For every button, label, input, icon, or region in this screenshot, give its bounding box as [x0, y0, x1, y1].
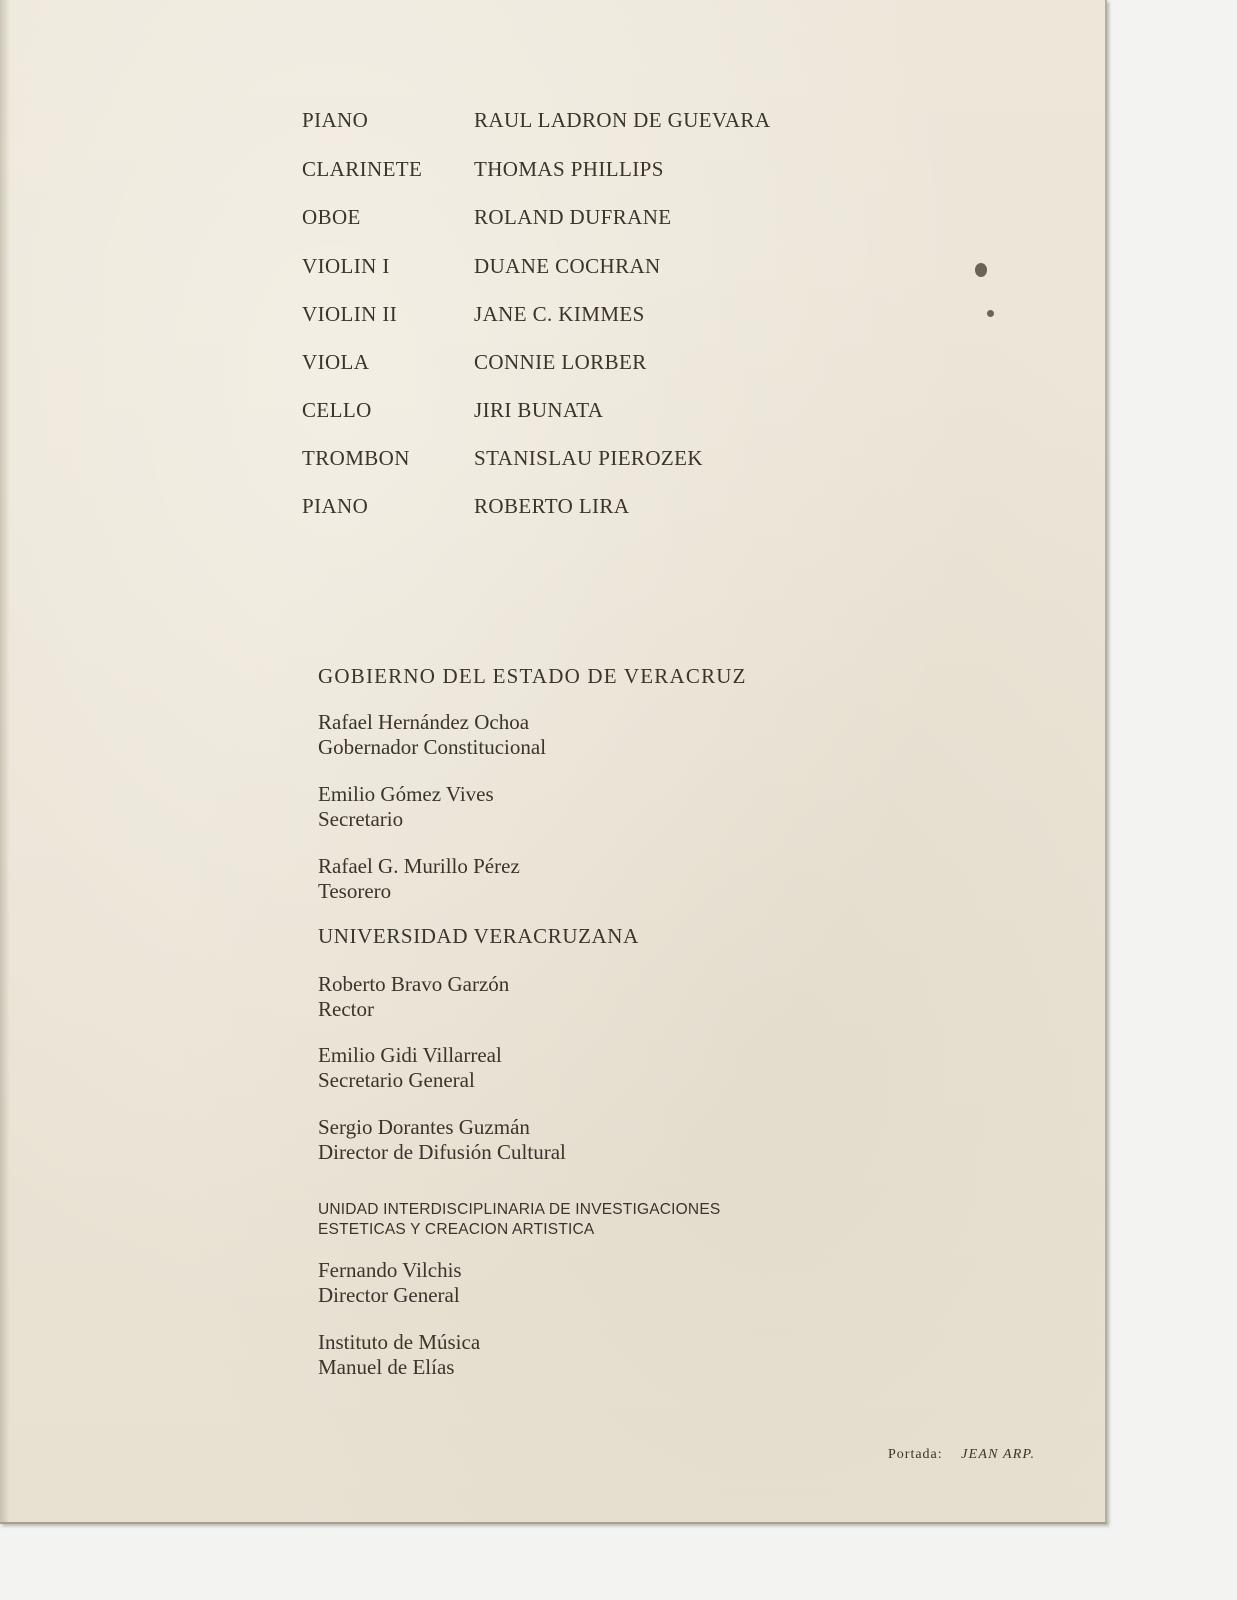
unidad-heading-line: ESTETICAS Y CREACION ARTISTICA — [318, 1221, 595, 1238]
instituto-director: Manuel de Elías — [318, 1355, 455, 1379]
gobierno-heading: GOBIERNO DEL ESTADO DE VERACRUZ — [318, 664, 747, 688]
instrument-label: PIANO — [302, 494, 369, 518]
person-name: Rafael G. Murillo Pérez — [318, 854, 520, 878]
performer-name: RAUL LADRON DE GUEVARA — [474, 108, 771, 132]
cover-credit — [888, 1447, 1035, 1463]
instrument-label: VIOLIN I — [302, 254, 390, 278]
performer-name: ROLAND DUFRANE — [474, 205, 672, 229]
instrument-label: OBOE — [302, 205, 361, 229]
credit-person — [318, 1258, 462, 1308]
credit-person — [318, 782, 494, 832]
person-name: Rafael Hernández Ochoa — [318, 710, 530, 734]
paper-stain — [987, 310, 994, 317]
instituto-block — [318, 1330, 480, 1380]
instrument-label: TROMBON — [302, 446, 410, 470]
performer-name: THOMAS PHILLIPS — [474, 157, 664, 181]
person-title: Tesorero — [318, 879, 392, 903]
credit-person — [318, 710, 546, 760]
credit-person — [318, 1043, 502, 1093]
unidad-heading-line: UNIDAD INTERDISCIPLINARIA DE INVESTIGACIONES — [318, 1201, 721, 1218]
instrument-label: CELLO — [302, 398, 372, 422]
person-title: Director de Difusión Cultural — [318, 1140, 566, 1164]
person-title: Rector — [318, 997, 374, 1021]
credit-person — [318, 1115, 566, 1165]
instrument-label: VIOLA — [302, 350, 370, 374]
performer-name: ROBERTO LIRA — [474, 494, 630, 518]
cover-credit-label: Portada: — [888, 1447, 943, 1462]
person-name: Fernando Vilchis — [318, 1258, 462, 1282]
person-title: Gobernador Constitucional — [318, 735, 547, 759]
person-title: Secretario — [318, 807, 404, 831]
person-title: Secretario General — [318, 1068, 475, 1092]
performer-name: JANE C. KIMMES — [474, 302, 645, 326]
performer-name: JIRI BUNATA — [474, 398, 604, 422]
person-name: Emilio Gidi Villarreal — [318, 1043, 502, 1067]
performer-name: STANISLAU PIEROZEK — [474, 446, 703, 470]
cover-artist: JEAN ARP. — [961, 1447, 1036, 1462]
instrument-label: CLARINETE — [302, 157, 423, 181]
instrument-label: VIOLIN II — [302, 302, 398, 326]
credit-person — [318, 972, 509, 1022]
paper-edge-shadow — [0, 0, 10, 1522]
person-name: Sergio Dorantes Guzmán — [318, 1115, 530, 1139]
universidad-heading: UNIVERSIDAD VERACRUZANA — [318, 924, 639, 948]
person-title: Director General — [318, 1283, 460, 1307]
person-name: Roberto Bravo Garzón — [318, 972, 510, 996]
instrument-label: PIANO — [302, 108, 369, 132]
instituto-name: Instituto de Música — [318, 1330, 481, 1354]
performer-name: DUANE COCHRAN — [474, 254, 661, 278]
paper-stain — [975, 263, 987, 277]
person-name: Emilio Gómez Vives — [318, 782, 494, 806]
credit-person — [318, 854, 520, 904]
unidad-heading — [318, 1200, 720, 1240]
performer-name: CONNIE LORBER — [474, 350, 647, 374]
